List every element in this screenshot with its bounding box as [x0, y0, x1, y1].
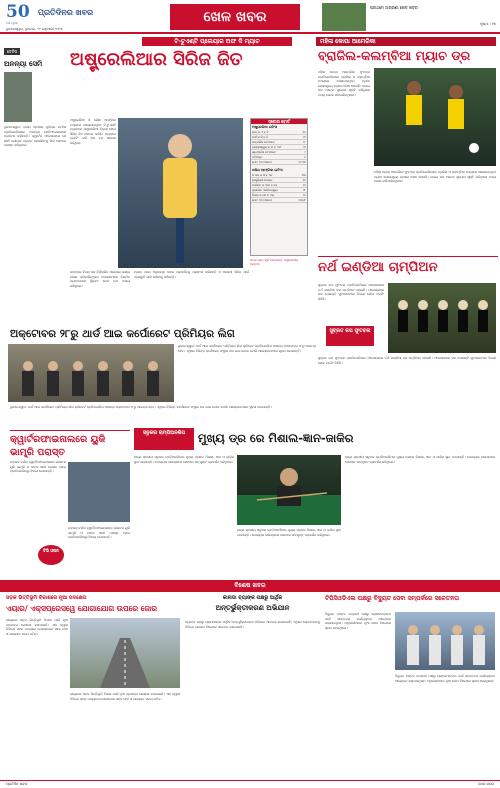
score-batter: କ୍ଲାସେନ ଏଲବିଡବ୍ଲ୍ୟୁ [251, 188, 292, 193]
promo-text: ପ୍ରଥମେ ଅଗ୍ରଣୀ ଖେଳ ଖବର [370, 5, 418, 10]
right-mid-body-2: ସୁବ୍ରତ କପ ଫୁଟବଲ ପ୍ରତିଯୋଗିତାର ଫାଇନାଲରେ ନର୍ଥ ଇଣ୍ଡିଆ ଦଳ ଚାମ୍ପିଅନ ହୋଇଛି। ଫାଇନାଲରେ ଦଳ ପେନାଲ୍ଟି ସୁଟଆଉଟରେ ବିଜୟୀ ହୋଇ ଟ୍ରଫି ଜିତିଛି। [318, 356, 496, 365]
score-batter: ହେଡ୍ କ ଏ ବ ବି [251, 130, 294, 135]
right-mid-body: ସୁବ୍ରତ କପ ଫୁଟବଲ ପ୍ରତିଯୋଗିତାର ଫାଇନାଲରେ ନର୍ଥ ଇଣ୍ଡିଆ ଦଳ ଚାମ୍ପିଅନ ହୋଇଛି। ଫାଇନାଲରେ ଦଳ ପେନାଲ୍ଟି ସୁଟଆଉଟରେ ବିଜୟୀ ହୋଇ ଟ୍ରଫି ଜିତିଛି। [318, 283, 384, 301]
right-top-headline: ବ୍ରାଜିଲ-କଲମ୍ବିଆ ମ୍ୟାଚ ଡ୍ର [318, 48, 471, 63]
special-story1-kicker: ସଡ଼କ ଭିତ୍ତିଭୂମି ବିକାଶରେ ନୂଆ ପଦକ୍ଷେପ [6, 595, 87, 601]
score-runs: ୧୨ [294, 135, 307, 140]
chess-kicker: ସ୍ନୁକର ଚାମ୍ପିଅନଶିପ [134, 428, 194, 450]
left-body: ଭୁବନେଶ୍ୱର: ରାଜ୍ୟ ସ୍ତରୀୟ ଜୁନିୟର ଟେନିସ ପ୍ରତିଯୋଗିତାରେ ଅନନ୍ୟା ସେମିଫାଇନାଲରେ ପ୍ରବେଶ କରିଛନ୍ତି। କ୍ୱାର୍ଟର ଫାଇନାଲରେ ସେ ଶୀର୍ଷ ବରୀୟତା ପ୍ରାପ୍ତ ଖେଳାଳିଙ୍କୁ ସିଧା ସେଟରେ ପରାସ୍ତ କରିଥିଲେ। [4, 125, 66, 148]
score-runs: ୪୫ [294, 130, 307, 135]
score-row [251, 160, 307, 165]
score-runs: ୧୮ [292, 188, 307, 193]
score-runs: ୨୧ [294, 145, 307, 150]
lead-body-b: ଜବାବରେ ବିପକ୍ଷ ଦଳ ନିର୍ଦ୍ଧାରିତ ଓଭରରେ ଲକ୍ଷ୍ୟ ହାସଲ କରିପାରିନଥିଲା। ବୋଲରମାନେ ନିୟମିତ ବ୍ୟବଧାନରେ ୱିକେଟ ନେଇ ଚାପ ବଜାୟ ରଖିଥିଲେ। [70, 270, 130, 288]
scoreboard [250, 118, 308, 256]
score-runs: ୭ [294, 155, 307, 160]
special-story1-headline: ଏୟାର/ ଏକ୍ସପ୍ରେସୱେ ଯୋଗାଯୋଗ ଉପରେ ଜୋର [6, 604, 158, 613]
score-batter: ଡି କକ କ ଜି ବ ଏଚ [251, 173, 292, 178]
left-headline: ଅନନ୍ୟା ସେମି [4, 60, 43, 68]
special-story3-headline: ଟିପିସିଓଡିଏଲ ପକ୍ଷରୁ ବିଦ୍ୟୁତ ସେବା ସମ୍ପର୍କରେ ସଚେତନତା [325, 595, 459, 602]
scoreboard-table-1 [251, 130, 307, 165]
special-story2-kicker: କାନାଡା ବ୍ୟାଙ୍କ ପକ୍ଷରୁ ଆର୍ଥିକ [222, 595, 283, 601]
promo-photo [322, 3, 366, 31]
scoreboard-sub-2: ଦକ୍ଷିଣ ଆଫ୍ରିକା ଇନିଂସ [252, 168, 283, 172]
special-story3-photo [395, 612, 495, 670]
paper-name: ପ୍ରତିଦିନର ଖବର [38, 8, 94, 17]
footer [0, 780, 500, 788]
score-runs: ୮୮ [294, 140, 307, 145]
chess-photo [237, 455, 341, 525]
score-batter: ମାର୍କରାମ କ ଆଇ ବ ଜେ [251, 183, 292, 188]
highway-icon [70, 618, 180, 688]
cricket-player-icon [118, 118, 243, 268]
score-batter: ହେଣ୍ଡ୍ରିକ୍ସ ବୋଲ୍ଡ [251, 178, 292, 183]
score-runs: ୧୮୨/୩ [294, 160, 307, 165]
qf-body: ଡବଲସ ବର୍ଗର କ୍ୱାର୍ଟରଫାଇନାଲରେ ଭାରତର ୟୁକି ଭାମ୍ବ୍ରି ଓ ତାଙ୍କ ସାଥୀ ପରାସ୍ତ ହୋଇ ପ୍ରତିଯୋଗିତାରୁ ବିଦାୟ ନେଇଛନ୍ତି। [10, 460, 66, 474]
football-players-icon [374, 68, 496, 166]
score-runs: ୨୫ [292, 193, 307, 198]
score-batter: ମ୍ୟାକ୍ସୱେଲ କ ଇ ବ ଏଫ [251, 145, 294, 150]
score-batter: ମାର୍ଶ କ ସି ବ ଡି [251, 135, 294, 140]
right-mid-photo [388, 283, 496, 353]
score-batter: ଅତିରିକ୍ତ [251, 155, 294, 160]
mid-story-body-2: ଭୁବନେଶ୍ୱର: ଥାର୍ଡ ଆଇ କର୍ପୋରେଟ ପ୍ରିମିୟର ଲିଗ କ୍ରିକେଟ ପ୍ରତିଯୋଗିତା ଆସନ୍ତା ଅକ୍ଟୋବର ୨୮ରୁ ଆରମ୍ଭ ହେବ। ଏଥିରେ ବିଭିନ୍ନ କର୍ପୋରେଟ ସଂସ୍ଥାର ଦଳ ଭାଗ ନେବେ ବୋଲି ଆୟୋଜକମାନେ ସୂଚନା ଦେଇଛନ୍ତି। [10, 405, 272, 409]
lead-body-a: ଅଷ୍ଟ୍ରେଲିଆ ଓ ଦକ୍ଷିଣ ଆଫ୍ରିକା ମଧ୍ୟରେ ଖେଳାଯାଇଥିବା ଟି-ଟୁଏଣ୍ଟି ମ୍ୟାଚରେ ଅଷ୍ଟ୍ରେଲିଆ ବିଜୟୀ ହୋଇ ସିରିଜ ନିଜ ନାମରେ କରିଛି। ପ୍ରଥମେ ବ୍ୟାଟିଂ କରି ଦଳ ବଡ଼ ସ୍କୋର ଗଢ଼ିଥିଲା। [70, 118, 116, 145]
special-story3-body: ବିଦ୍ୟୁତ ବଣ୍ଟନ କମ୍ପାନୀ ପକ୍ଷରୁ ଗ୍ରାହକମାନଙ୍କ ପାଇଁ ସଚେତନତା କାର୍ଯ୍ୟକ୍ରମ ଆୟୋଜନ କରାଯାଇଥିଲା। ଅଧିକାରୀମାନେ ନୂଆ ସେବା ବିଷୟରେ ସୂଚନା ଦେଇଥିଲେ। [325, 612, 391, 630]
scoreboard-table-2 [251, 173, 307, 203]
score-batter: ଇଙ୍ଗଲିସ ନଟଆଉଟ [251, 140, 294, 145]
anniversary-logo [6, 2, 36, 26]
chess-body-2: ରାଜ୍ୟ ସ୍ତରୀୟ ସ୍ନୁକର ଚାମ୍ପିଅନଶିପର ମୁଖ୍ୟ ଡ୍ରରେ ମିଶାଲ, ଜ୍ଞାନ ଓ ଜାକିର ସ୍ଥାନ ପାଇଛନ୍ତି। ଯୋଗ୍ୟତା ରାଉଣ୍ଡରେ ସେମାନେ ଉତ୍କୃଷ୍ଟ ପ୍ରଦର୍ଶନ କରିଥିଲେ। [237, 528, 341, 537]
special-story1-body-2: ରାଜ୍ୟରେ ସଡ଼କ ଭିତ୍ତିଭୂମି ବିକାଶ ପାଇଁ ନୂଆ ପ୍ରକଳ୍ପ ଘୋଷଣା କରାଯାଇଛି। ଏହା ଦ୍ୱାରା ବିଭିନ୍ନ ସହର ମଧ୍ୟରେ ଯୋଗାଯୋଗ ସହଜ ହେବ ଓ ଯାତାୟାତ ସମୟ କମିବ। [70, 692, 180, 701]
officials-icon [395, 612, 495, 670]
qf-headline: କ୍ୱାର୍ଟରଫାଇନାଲରେ ୟୁକି ଭାମ୍ବ୍ରି ପରାସ୍ତ [10, 430, 130, 459]
score-runs: ୩୦ [292, 173, 307, 178]
special-story1-photo [70, 618, 180, 688]
anniversary-subtitle: ବର୍ଷ ପୂରଣ [6, 21, 18, 25]
right-top-photo [374, 68, 496, 166]
group-photo-icon [8, 344, 174, 402]
special-story1-body: ରାଜ୍ୟରେ ସଡ଼କ ଭିତ୍ତିଭୂମି ବିକାଶ ପାଇଁ ନୂଆ ପ୍ରକଳ୍ପ ଘୋଷଣା କରାଯାଇଛି। ଏହା ଦ୍ୱାରା ବିଭିନ୍ନ ସହର ମଧ୍ୟରେ ଯୋଗାଯୋଗ ସହଜ ହେବ ଓ ଯାତାୟାତ ସମୟ କମିବ। [6, 618, 68, 636]
mid-story-headline: ଅକ୍ଟୋବର ୨୮ରୁ ଥାର୍ଡ ଆଇ କର୍ପୋରେଟ ପ୍ରିମିୟର ଲିଗ [10, 328, 235, 340]
right-top-body: ମହିଳା କୋପା ଆମେରିକା ଫୁଟବଲ ପ୍ରତିଯୋଗିତାରେ ବ୍ରାଜିଲ ଓ କଲମ୍ବିଆ ମଧ୍ୟରେ ଖେଳାଯାଇଥିବା ମ୍ୟାଚ ଗୋଲଶୂନ୍ୟ ଡ୍ରରେ ଶେଷ ହୋଇଛି। ଉଭୟ ଦଳ ଅନେକ ସୁଯୋଗ ସୃଷ୍ଟି କରିଥିଲେ ମଧ୍ୟ ଗୋଲ କରିପାରିନଥିଲେ। [318, 70, 370, 97]
scoreboard-sub: ଅଷ୍ଟ୍ରେଲିଆ ଇନିଂସ [252, 125, 278, 129]
score-runs: ୧୫ [292, 178, 307, 183]
dateline: ଭୁବନେଶ୍ୱର, ବୁଧବାର, ୨୯ ଜାନୁଆରୀ ୨୦୨୫ [6, 27, 63, 31]
left-tag: ଟେନିସ [4, 48, 20, 55]
mid-story-photo [8, 344, 174, 402]
score-runs: ୪୨ [292, 183, 307, 188]
team-icon [388, 283, 496, 353]
lead-headline: ଅଷ୍ଟ୍ରେଲିଆର ସିରିଜ ଜିତ [70, 49, 243, 70]
score-row [251, 198, 307, 203]
score-batter: ମୋଟ (୨୦ ଓଭର) [251, 160, 294, 165]
chess-body: ରାଜ୍ୟ ସ୍ତରୀୟ ସ୍ନୁକର ଚାମ୍ପିଅନଶିପର ମୁଖ୍ୟ ଡ୍ରରେ ମିଶାଲ, ଜ୍ଞାନ ଓ ଜାକିର ସ୍ଥାନ ପାଇଛନ୍ତି। ଯୋଗ୍ୟତା ରାଉଣ୍ଡରେ ସେମାନେ ଉତ୍କୃଷ୍ଟ ପ୍ରଦର୍ଶନ କରିଥିଲେ। [134, 455, 234, 464]
footer-right: ଖେଳ ଖବର [478, 782, 494, 786]
score-runs: ୯ [294, 150, 307, 155]
masthead [0, 0, 500, 34]
special-story2-body: ବ୍ୟାଙ୍କ ପକ୍ଷରୁ ଗ୍ରାମାଞ୍ଚଳରେ ଆର୍ଥିକ ଅନ୍ତର୍ଭୁକ୍ତୀକରଣ ଅଭିଯାନ ଆରମ୍ଭ କରାଯାଇଛି। ଏଥିରେ ଲୋକମାନଙ୍କୁ ବିଭିନ୍ନ ଯୋଜନା ବିଷୟରେ ସଚେତନ କରାଯାଉଛି। [185, 620, 320, 629]
right-top-kicker: ମହିଳା କୋପା ଆମେରିକା [316, 37, 496, 46]
section-title: ଖେଳ ଖବର [170, 4, 300, 30]
snooker-player-icon [237, 455, 341, 525]
mid-story-body: ଭୁବନେଶ୍ୱର: ଥାର୍ଡ ଆଇ କର୍ପୋରେଟ ପ୍ରିମିୟର ଲିଗ କ୍ରିକେଟ ପ୍ରତିଯୋଗିତା ଆସନ୍ତା ଅକ୍ଟୋବର ୨୮ରୁ ଆରମ୍ଭ ହେବ। ଏଥିରେ ବିଭିନ୍ନ କର୍ପୋରେଟ ସଂସ୍ଥାର ଦଳ ଭାଗ ନେବେ ବୋଲି ଆୟୋଜକମାନେ ସୂଚନା ଦେଇଛନ୍ତି। [178, 344, 316, 353]
special-band-label: ବିଶେଷ ଖବର [234, 582, 266, 589]
special-story2-headline: ଅନ୍ତର୍ଭୁକ୍ତୀକରଣ ଅଭିଯାନ [215, 604, 290, 612]
page-label: ପୃଷ୍ଠା : ୧୫ [479, 22, 496, 26]
scoreboard-title: ସ୍କୋର ବୋର୍ଡ [251, 119, 307, 124]
left-photo [4, 72, 32, 122]
chess-headline: ମୁଖ୍ୟ ଡ୍ର ରେ ମିଶାଲ-ଜ୍ଞାନ-ଜାକିର [198, 431, 354, 445]
lead-photo [118, 118, 243, 268]
qf-badge: ଟିଭି ଓପନ [38, 545, 64, 565]
chess-body-3: ରାଜ୍ୟ ସ୍ତରୀୟ ସ୍ନୁକର ଚାମ୍ପିଅନଶିପର ମୁଖ୍ୟ ଡ୍ରରେ ମିଶାଲ, ଜ୍ଞାନ ଓ ଜାକିର ସ୍ଥାନ ପାଇଛନ୍ତି। ଯୋଗ୍ୟତା ରାଉଣ୍ଡରେ ସେମାନେ ଉତ୍କୃଷ୍ଟ ପ୍ରଦର୍ଶନ କରିଥିଲେ। [345, 455, 495, 464]
special-story3-body-2: ବିଦ୍ୟୁତ ବଣ୍ଟନ କମ୍ପାନୀ ପକ୍ଷରୁ ଗ୍ରାହକମାନଙ୍କ ପାଇଁ ସଚେତନତା କାର୍ଯ୍ୟକ୍ରମ ଆୟୋଜନ କରାଯାଇଥିଲା। ଅଧିକାରୀମାନେ ନୂଆ ସେବା ବିଷୟରେ ସୂଚନା ଦେଇଥିଲେ। [395, 674, 495, 683]
right-top-body-2: ମହିଳା କୋପା ଆମେରିକା ଫୁଟବଲ ପ୍ରତିଯୋଗିତାରେ ବ୍ରାଜିଲ ଓ କଲମ୍ବିଆ ମଧ୍ୟରେ ଖେଳାଯାଇଥିବା ମ୍ୟାଚ ଗୋଲଶୂନ୍ୟ ଡ୍ରରେ ଶେଷ ହୋଇଛି। ଉଭୟ ଦଳ ଅନେକ ସୁଯୋଗ ସୃଷ୍ଟି କରିଥିଲେ ମଧ୍ୟ ଗୋଲ କରିପାରିନଥିଲେ। [374, 170, 496, 184]
lead-body-c: ମ୍ୟାଚ ପରେ ଅଧିନାୟକ ଦଳର ପ୍ରଦର୍ଶନକୁ ପ୍ରଶଂସା କରିଛନ୍ତି ଓ ଆଗାମୀ ସିରିଜ ପାଇଁ ପ୍ରସ୍ତୁତି ଜାରି ରଖିବାକୁ କହିଛନ୍ତି। [134, 270, 249, 279]
qf-photo [68, 462, 130, 522]
qf-body-2: ଡବଲସ ବର୍ଗର କ୍ୱାର୍ଟରଫାଇନାଲରେ ଭାରତର ୟୁକି ଭାମ୍ବ୍ରି ଓ ତାଙ୍କ ସାଥୀ ପରାସ୍ତ ହୋଇ ପ୍ରତିଯୋଗିତାରୁ ବିଦାୟ ନେଇଛନ୍ତି। [68, 526, 130, 540]
score-runs: ୧୬୦/୮ [292, 198, 307, 203]
score-batter: ମୋଟ (୨୦ ଓଭର) [251, 198, 292, 203]
right-mid-badge: ସୁବ୍ରତ କପ ଫୁଟବଲ [326, 326, 374, 346]
footer-left: ପ୍ରତିଦିନ ଖବର [6, 782, 28, 786]
score-batter: ଷ୍ଟୋଇନିସ ନଟଆଉଟ [251, 150, 294, 155]
anniversary-number: 50 [6, 2, 30, 22]
left-column-story [4, 38, 66, 338]
right-mid-headline: ନର୍ଥ ଇଣ୍ଡିଆ ଚାମ୍ପିଅନ [318, 256, 498, 277]
lead-caption: ଶତକ ପରେ ଖୁସି ମନାଉଛନ୍ତି ଅଷ୍ଟ୍ରେଲୀୟ ବ୍ୟାଟର [250, 258, 298, 266]
lead-kicker: ଟି-ଟୁଏଣ୍ଟି ପ୍ଲେୟାର ଅଫ ଦି ମ୍ୟାଚ [142, 37, 292, 46]
score-batter: ମିଲର କ କେ ବ ଏଲ [251, 193, 292, 198]
